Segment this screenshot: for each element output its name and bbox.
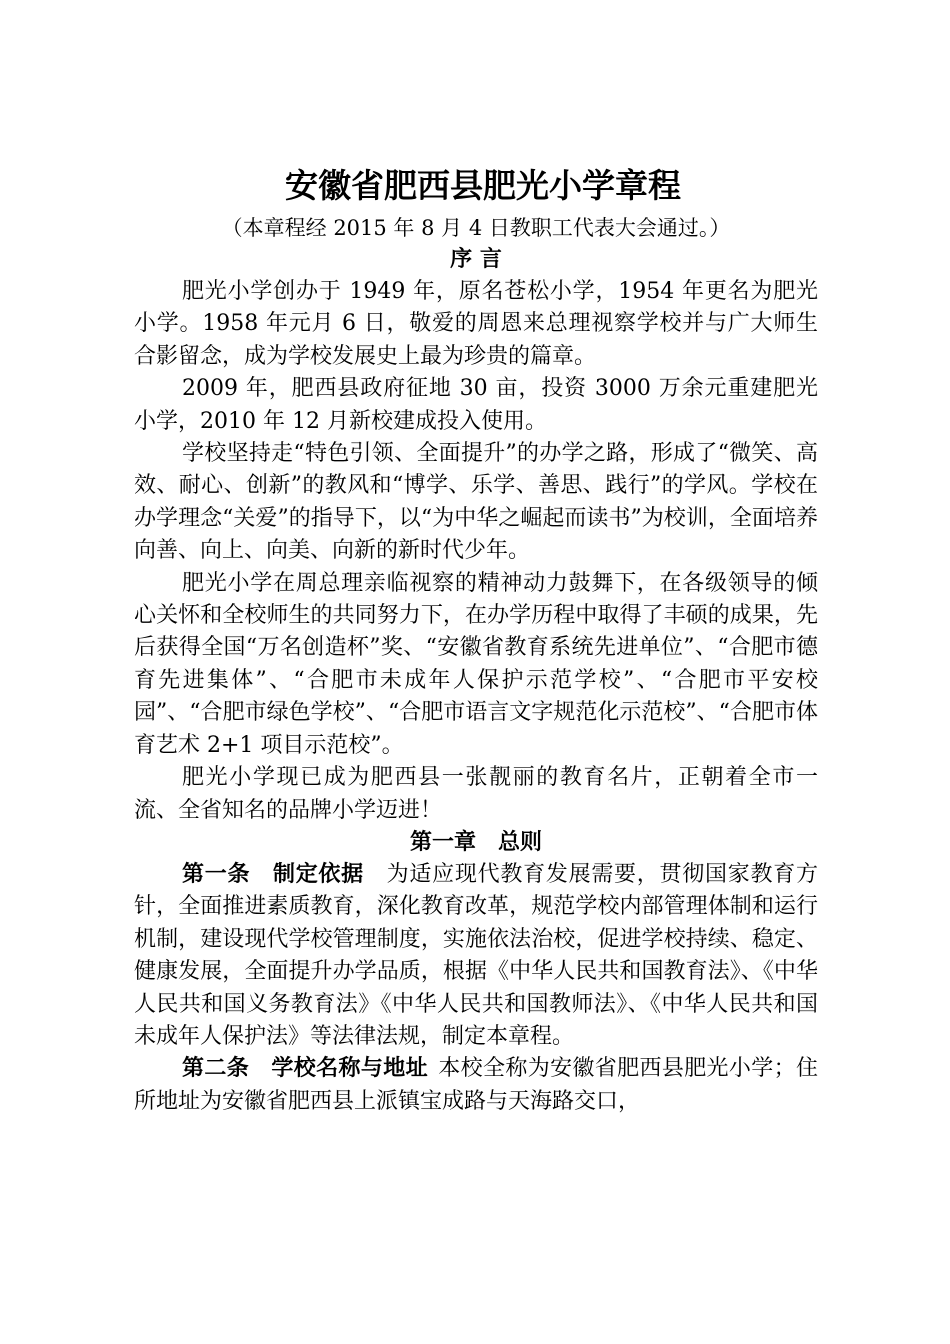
article-name: 学校名称与地址: [271, 1056, 428, 1082]
article: [134, 1053, 818, 1118]
article-label: 第二条: [182, 1056, 250, 1082]
article-text: 为适应现代教育发展需要，贯彻国家教育方针，全面推进素质教育，深化教育改革，规范学校内部管理体制和运行机制，建设现代学校管理制度，实施依法治校，促进学校持续、稳定、健康发展，全面提升办学品质，根据《中华人民共和国教育法》、《中华人民共和国义务教育法》《中华人民共和国教师法》、《中华人民共和国未成年人保护法》等法律法规，制定本章程。: [134, 861, 818, 1049]
document-title: 安徽省肥西县肥光小学章程: [285, 166, 681, 205]
document-page: [134, 160, 818, 1118]
chapter-heading: 第一章 总则: [409, 829, 542, 855]
article-label: 第一条: [182, 861, 251, 887]
article: [134, 859, 818, 1053]
article-name: 制定依据: [272, 861, 364, 887]
preface-heading: 序 言: [450, 247, 502, 272]
preface-paragraph: 学校坚持走“特色引领、全面提升”的办学之路，形成了“微笑、高效、耐心、创新”的教风和“博学、乐学、善思、践行”的学风。学校在办学理念“关爱”的指导下，以“为中华之崛起而读书”为校训，全面培养向善、向上、向美、向新的新时代少年。: [134, 441, 818, 564]
preface-paragraph: 肥光小学创办于 1949 年，原名苍松小学，1954 年更名为肥光小学。1958 年元月 6 日，敬爱的周恩来总理视察学校并与广大师生合影留念，成为学校发展史上最为珍贵的篇章。: [134, 279, 818, 369]
document-subtitle: （本章程经 2015 年 8 月 4 日教职工代表大会通过。）: [221, 216, 731, 240]
preface-paragraph: 肥光小学在周总理亲临视察的精神动力鼓舞下，在各级领导的倾心关怀和全校师生的共同努力下，在办学历程中取得了丰硕的成果，先后获得全国“万名创造杯”奖、“安徽省教育系统先进单位”、“合肥市德育先进集体”、“合肥市未成年人保护示范学校”、“合肥市平安校园”、“合肥市绿色学校”、“合肥市语言文字规范化示范校”、“合肥市体育艺术 2+1 项目示范校”。: [134, 570, 818, 758]
article-text: 本校全称为安徽省肥西县肥光小学；住所地址为安徽省肥西县上派镇宝成路与天海路交口，: [134, 1056, 818, 1114]
preface-paragraph: 2009 年，肥西县政府征地 30 亩，投资 3000 万余元重建肥光小学，2010 年 12 月新校建成投入使用。: [134, 376, 818, 434]
preface-paragraph: 肥光小学现已成为肥西县一张靓丽的教育名片，正朝着全市一流、全省知名的品牌小学迈进！: [134, 765, 818, 823]
